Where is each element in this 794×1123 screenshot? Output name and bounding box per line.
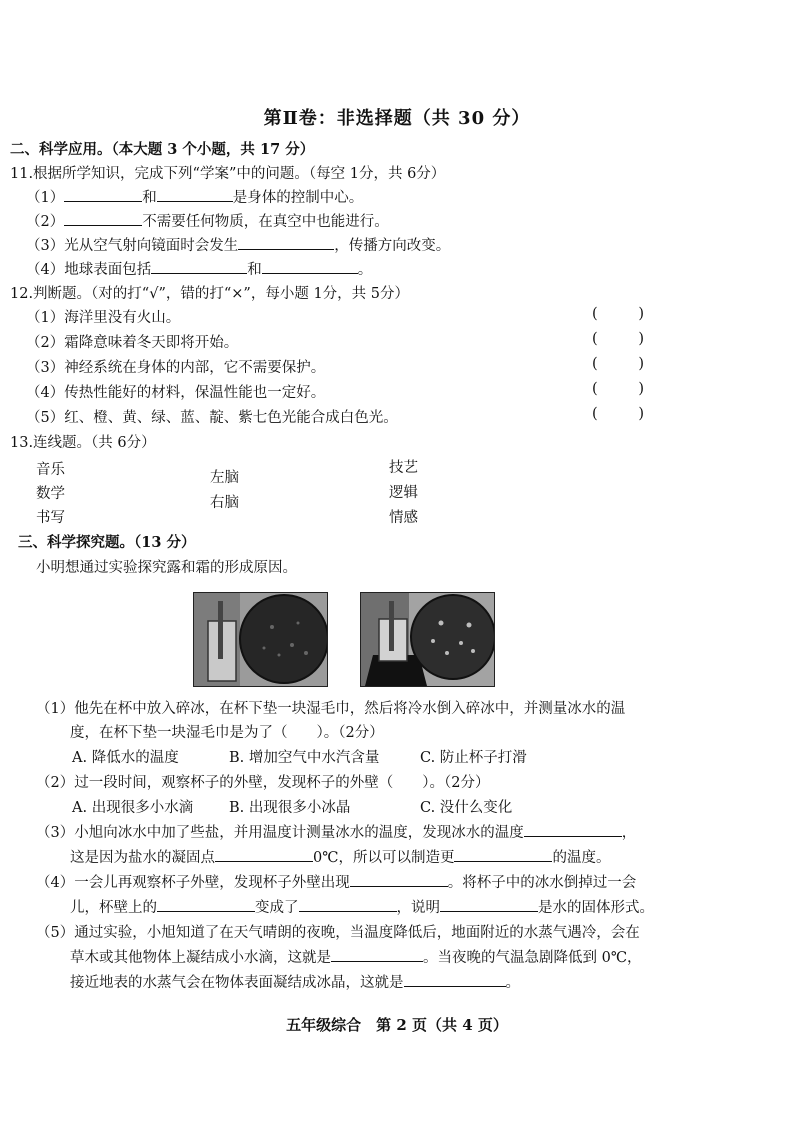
q13-stem: 13.连线题。（共 6分） bbox=[10, 435, 156, 451]
answer-blank[interactable] bbox=[440, 897, 538, 912]
q4-line1: （4）一会儿再观察杯子外壁，发现杯子外壁出现 。将杯子中的冰水倒掉过一会 bbox=[36, 871, 636, 892]
match-right-3[interactable]: 情感 bbox=[389, 510, 418, 526]
match-left-1[interactable]: 音乐 bbox=[36, 462, 65, 478]
match-right-1[interactable]: 技艺 bbox=[389, 460, 418, 476]
match-left-3[interactable]: 书写 bbox=[36, 510, 65, 526]
answer-blank[interactable] bbox=[157, 897, 255, 912]
q2-option-b[interactable]: B. 出现很多小冰晶 bbox=[229, 800, 351, 816]
answer-parentheses[interactable]: ( ) bbox=[592, 381, 644, 397]
q2-line1: （2）过一段时间，观察杯子的外壁，发现杯子的外壁（ ）。（2分） bbox=[36, 775, 490, 791]
answer-blank[interactable] bbox=[151, 259, 247, 274]
page-title: 第Ⅱ卷：非选择题（共 30 分） bbox=[263, 108, 531, 129]
section2-heading: 二、科学应用。（本大题 3 个小题，共 17 分） bbox=[10, 141, 315, 158]
match-middle-1[interactable]: 左脑 bbox=[210, 470, 239, 486]
q1-option-b[interactable]: B. 增加空气中水汽含量 bbox=[229, 750, 380, 766]
q1-line1: （1）他先在杯中放入碎冰，在杯下垫一块湿毛巾，然后将冷水倒入碎冰中，并测量冰水的温 bbox=[36, 701, 626, 717]
page-footer: 五年级综合 第 2 页（共 4 页） bbox=[286, 1016, 508, 1034]
answer-parentheses[interactable]: ( ) bbox=[592, 306, 644, 322]
experiment-photo-left bbox=[193, 592, 328, 687]
q11-item-3: （3）光从空气射向镜面时会发生 ，传播方向改变。 bbox=[26, 234, 450, 255]
q12-item-4: （4）传热性能好的材料，保温性能也一定好。 bbox=[26, 385, 326, 401]
match-left-2[interactable]: 数学 bbox=[36, 486, 65, 502]
answer-parentheses[interactable]: ( ) bbox=[592, 356, 644, 372]
match-middle-2[interactable]: 右脑 bbox=[210, 495, 239, 511]
q5-line2: 草木或其他物体上凝结成小水滴，这就是 。当夜晚的气温急剧降低到 0℃， bbox=[70, 946, 642, 967]
experiment-intro: 小明想通过实验探究露和霜的形成原因。 bbox=[36, 560, 297, 576]
answer-blank[interactable] bbox=[262, 259, 358, 274]
q11-item-4: （4）地球表面包括 和 。 bbox=[26, 258, 372, 279]
q2-option-a[interactable]: A. 出现很多小水滴 bbox=[72, 800, 194, 816]
q4-line2: 儿，杯壁上的 变成了 ，说明 是水的固体形式。 bbox=[70, 896, 654, 917]
q2-option-c[interactable]: C. 没什么变化 bbox=[420, 800, 513, 816]
answer-blank[interactable] bbox=[238, 235, 334, 250]
answer-parentheses[interactable]: ( ) bbox=[592, 331, 644, 347]
q5-line3: 接近地表的水蒸气会在物体表面凝结成冰晶，这就是 。 bbox=[70, 971, 520, 992]
answer-parentheses[interactable]: ( ) bbox=[592, 406, 644, 422]
match-right-2[interactable]: 逻辑 bbox=[389, 485, 418, 501]
answer-blank[interactable] bbox=[350, 872, 448, 887]
q5-line1: （5）通过实验，小旭知道了在天气晴朗的夜晚，当温度降低后，地面附近的水蒸气遇冷，会在 bbox=[36, 925, 640, 941]
answer-blank[interactable] bbox=[64, 187, 142, 202]
answer-blank[interactable] bbox=[64, 211, 142, 226]
q3-line2: 这是因为盐水的凝固点 0℃，所以可以制造更 的温度。 bbox=[70, 846, 610, 867]
q1-option-a[interactable]: A. 降低水的温度 bbox=[72, 750, 179, 766]
answer-blank[interactable] bbox=[524, 822, 622, 837]
q1-line2: 度，在杯下垫一块湿毛巾是为了（ ）。（2分） bbox=[70, 725, 384, 741]
q1-option-c[interactable]: C. 防止杯子打滑 bbox=[420, 750, 527, 766]
answer-blank[interactable] bbox=[299, 897, 397, 912]
q12-stem: 12.判断题。（对的打“√”，错的打“×”，每小题 1分，共 5分） bbox=[10, 286, 410, 302]
q11-item-1: （1） 和 是身体的控制中心。 bbox=[26, 186, 363, 207]
answer-blank[interactable] bbox=[454, 847, 552, 862]
answer-blank[interactable] bbox=[331, 947, 423, 962]
answer-blank[interactable] bbox=[404, 972, 506, 987]
q12-item-1: （1）海洋里没有火山。 bbox=[26, 310, 181, 326]
q12-item-2: （2）霜降意味着冬天即将开始。 bbox=[26, 335, 239, 351]
q11-stem: 11.根据所学知识，完成下列“学案”中的问题。（每空 1分，共 6分） bbox=[10, 166, 446, 182]
q3-line1: （3）小旭向冰水中加了些盐，并用温度计测量冰水的温度，发现冰水的温度 ， bbox=[36, 821, 636, 842]
section3-heading: 三、科学探究题。（13 分） bbox=[18, 534, 196, 551]
answer-blank[interactable] bbox=[157, 187, 233, 202]
q12-item-5: （5）红、橙、黄、绿、蓝、靛、紫七色光能合成白色光。 bbox=[26, 410, 398, 426]
experiment-photo-right bbox=[360, 592, 495, 687]
q12-item-3: （3）神经系统在身体的内部，它不需要保护。 bbox=[26, 360, 326, 376]
answer-blank[interactable] bbox=[215, 847, 313, 862]
q11-item-2: （2） 不需要任何物质，在真空中也能进行。 bbox=[26, 210, 389, 231]
